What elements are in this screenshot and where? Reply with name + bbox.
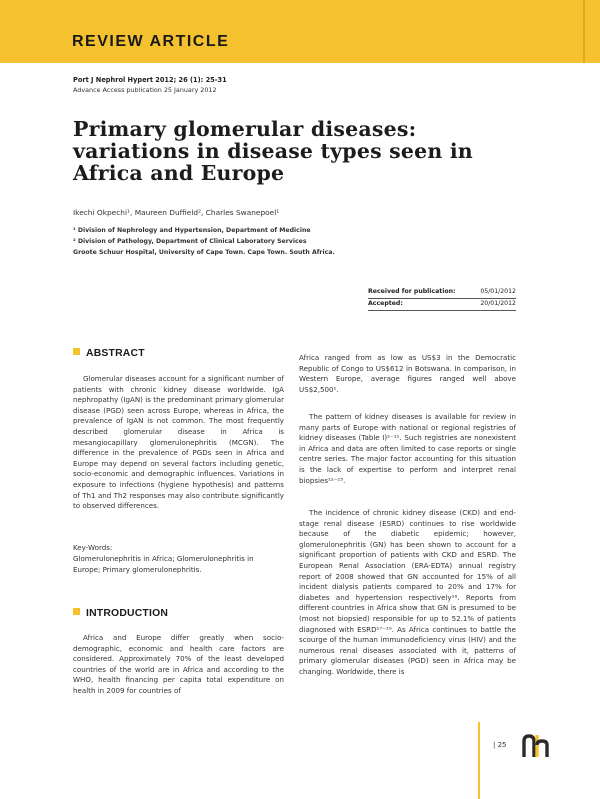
- review-article-banner: [0, 0, 600, 63]
- received-label: Received for publication:: [368, 288, 456, 295]
- affiliation-2: ² Division of Pathology, Department of Clinical Laboratory Services: [73, 238, 307, 245]
- abstract-heading: [73, 348, 145, 359]
- abstract-text: Glomerular diseases account for a significant number of patients with chronic kidney disease worldwide. IgA nephropathy (IgAN) is the predominant primary glomerular disease (PGD) seen across Europe, whereas in Africa, the prevalence of IgAN is not common. The most frequently described glomerular disease in Africa is mesangiocapillary glomerulonephritis (MCGN). The difference in the prevalence of PGDs seen in Africa and Europe may depend on several factors including genetic, socio-economic and demographic influences. Variations in exposure to infections (hygiene hypothesis) and patterns of Th1 and Th2 responses may also contribute significantly to observed differences.: [73, 374, 284, 511]
- heading-square-icon: [73, 608, 80, 615]
- right-column-paragraph-3: The incidence of chronic kidney disease (CKD) and end-stage renal disease (ESRD) continues to rise worldwide because of the diabetic epidemic; however, glomerulonephritis (GN) has been shown to account for a significant proportion of patients with CKD and ESRD. The European Renal Association (ERA-EDTA) annual registry report of 2008 showed that GN accounted for 15% of all incident dialysis patients compared to 20% and 17% for diabetes and hypertension respectively¹⁶. Reports from different countries in Africa show that GN is presumed to be (most not biopsied) responsible for up to 52.1% of patients diagnosed with ESRD¹⁷⁻¹⁹. As Africa continues to battle the scourge of the human immunodeficiency virus (HIV) and the numerous renal diseases associated with it, patterns of primary glomerular diseases (PGD) seen in Africa may be changing. Worldwide, there is: [299, 508, 516, 676]
- accepted-date: 20/01/2012: [480, 300, 516, 307]
- introduction-text: Africa and Europe differ greatly when socio-demographic, economic and health care factors are considered. Approximately 70% of the least developed countries of the world are in Africa and according to the WHO, health financing per capita total expenditure on health in 2009 for countries of: [73, 633, 284, 695]
- accepted-divider: [368, 310, 516, 311]
- introduction-heading-text: INTRODUCTION: [86, 608, 169, 619]
- advance-access-line: Advance Access publication 25 January 2012: [73, 86, 217, 94]
- introduction-heading: [73, 608, 168, 619]
- affiliation-1: ¹ Division of Nephrology and Hypertension, Department of Medicine: [73, 227, 311, 234]
- received-divider: [368, 298, 516, 299]
- page-number: | 25: [493, 741, 507, 749]
- received-date: 05/01/2012: [480, 288, 516, 295]
- right-column-paragraph-1: Africa ranged from as low as US$3 in the Democratic Republic of Congo to US$612 in Botswana. In comparison, in Western Europe, average figures ranged well above US$2,500¹.: [299, 353, 516, 394]
- keywords-text: Glomerulonephritis in Africa; Glomerulonephritis in Europe; Primary glomerulonephritis.: [73, 554, 254, 574]
- publisher-logo-icon: [522, 733, 550, 759]
- footer-vertical-rule: [478, 722, 480, 799]
- abstract-heading-text: ABSTRACT: [86, 348, 145, 359]
- right-column-paragraph-2: The pattern of kidney diseases is available for review in many parts of Europe with national or regional registries of kidney diseases (Table I)²⁻¹¹. Such registries are nonexistent in Africa and data are often limited to case reports or single centre series. The major factor accounting for this situation is the lack of expertise to perform and interpret renal biopsies¹²⁻¹⁵.: [299, 412, 516, 485]
- article-title: Primary glomerular diseases: variations in disease types seen in Africa and Europe: [73, 117, 473, 185]
- accepted-label: Accepted:: [368, 300, 403, 307]
- journal-citation: Port J Nephrol Hypert 2012; 26 (1): 25-31: [73, 76, 227, 84]
- author-list: Ikechi Okpechi¹, Maureen Duffield², Charles Swanepoel¹: [73, 208, 280, 217]
- keywords-label: Key-Words:: [73, 543, 113, 552]
- heading-square-icon: [73, 348, 80, 355]
- affiliation-3: Groote Schuur Hospital, University of Cape Town. Cape Town. South Africa.: [73, 249, 335, 256]
- banner-edge-rule: [583, 0, 585, 63]
- article-type-label: REVIEW ARTICLE: [72, 33, 230, 50]
